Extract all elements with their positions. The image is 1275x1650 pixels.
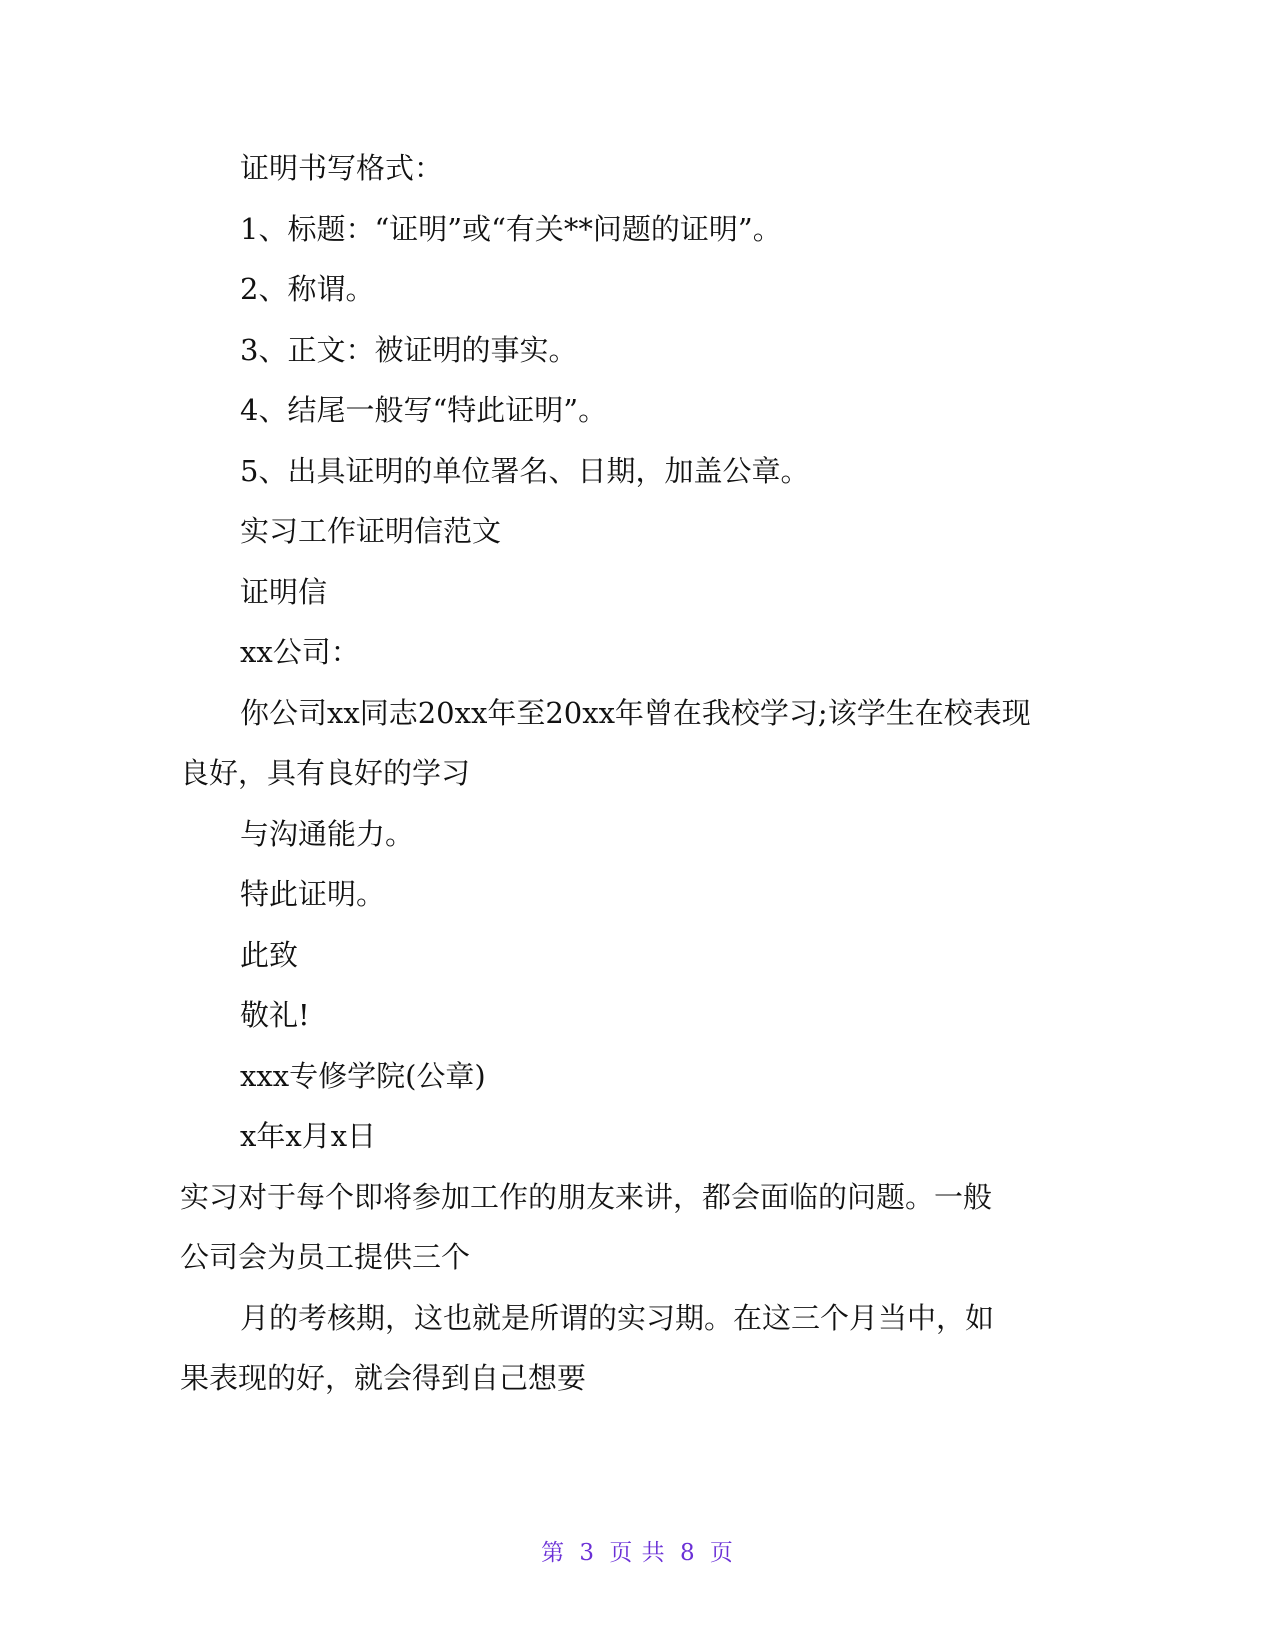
paragraph-line: 公司会为员工提供三个	[180, 1240, 471, 1274]
letter-closing: 敬礼!	[240, 998, 310, 1032]
document-body	[180, 138, 1080, 1409]
paragraph-line: 果表现的好，就会得到自己想要	[180, 1361, 587, 1395]
text-line: 2、称谓。	[240, 272, 375, 306]
letter-body-line: 良好，具有良好的学习	[180, 756, 471, 790]
paragraph-line: 月的考核期，这也就是所谓的实习期。在这三个月当中，如	[240, 1300, 995, 1335]
section-heading: 实习工作证明信范文	[240, 514, 502, 548]
letter-salutation: xx公司：	[240, 635, 360, 669]
text-line: 3、正文：被证明的事实。	[240, 332, 578, 367]
current-page-number: 3	[579, 1540, 596, 1566]
letter-body-line: 与沟通能力。	[240, 816, 415, 851]
paragraph-line: 实习对于每个即将参加工作的朋友来讲，都会面临的问题。一般	[180, 1179, 993, 1214]
letter-body-line: 你公司xx同志20xx年至20xx年曾在我校学习;该学生在校表现	[240, 695, 1031, 730]
letter-signature: xxx专修学院(公章)	[240, 1058, 486, 1093]
letter-closing: 此致	[240, 937, 299, 972]
footer-middle: 页 共	[609, 1540, 666, 1566]
text-line: 证明书写格式：	[240, 151, 444, 185]
letter-title: 证明信	[240, 574, 328, 609]
footer-suffix: 页	[709, 1540, 734, 1566]
letter-closing: 特此证明。	[240, 877, 386, 911]
letter-date: x年x月x日	[240, 1119, 377, 1153]
footer-prefix: 第	[541, 1540, 566, 1566]
total-page-count: 8	[679, 1540, 696, 1566]
text-line: 1、标题：“证明”或“有关**问题的证明”。	[240, 211, 782, 246]
text-line: 4、结尾一般写“特此证明”。	[240, 393, 608, 427]
page-number-footer	[0, 1534, 1275, 1567]
text-line: 5、出具证明的单位署名、日期，加盖公章。	[240, 453, 810, 488]
